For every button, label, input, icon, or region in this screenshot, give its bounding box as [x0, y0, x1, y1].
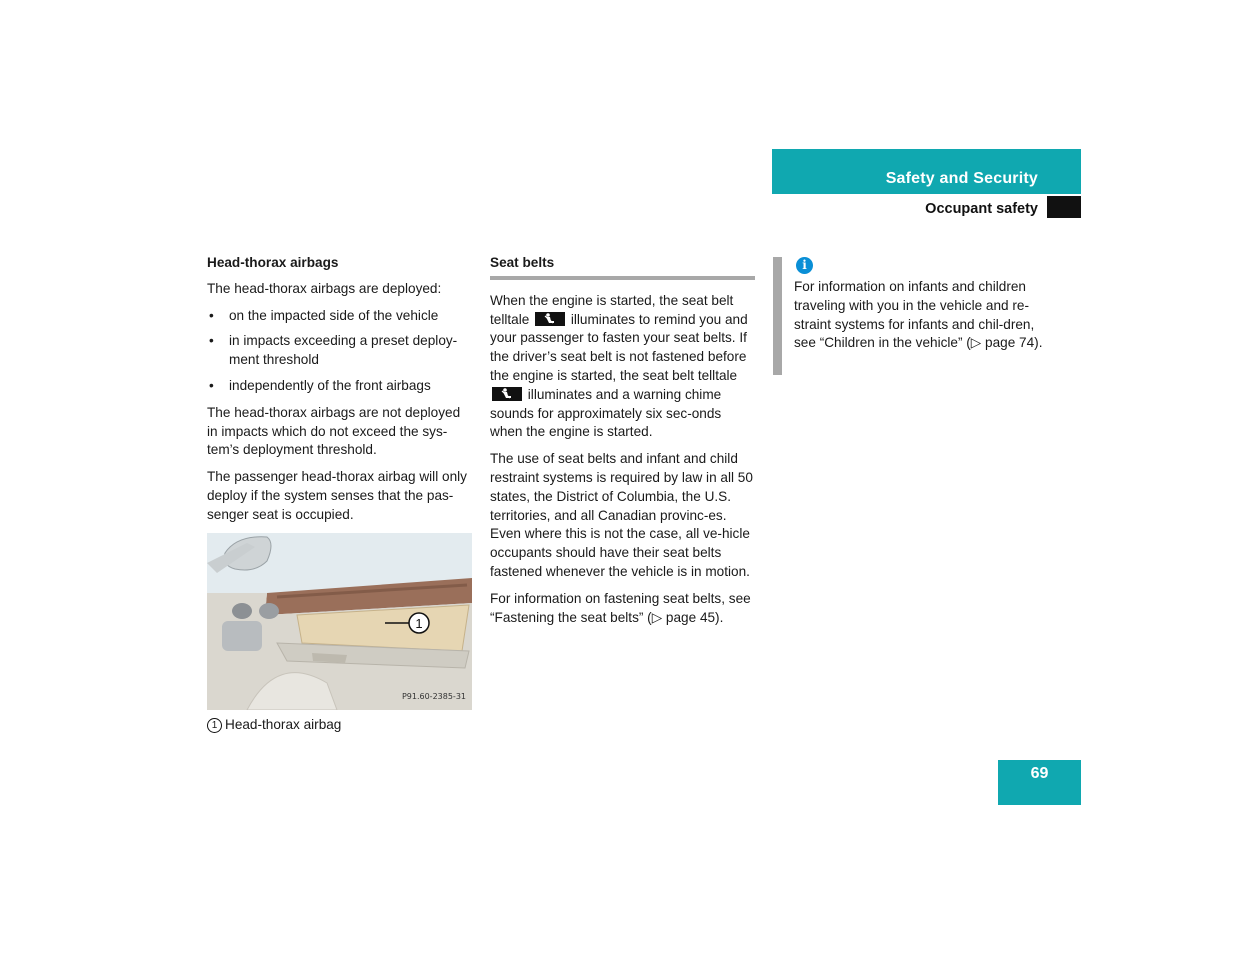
seat-belt-telltale-icon — [535, 312, 565, 326]
bullet-item: • independently of the front airbags — [207, 377, 472, 396]
caption-text: Head-thorax airbag — [225, 716, 342, 732]
photo-callout-number: 1 — [415, 615, 423, 631]
section-header-bar — [772, 149, 1081, 194]
door-panel-photo — [207, 533, 472, 710]
seat-belt-telltale-icon — [492, 387, 522, 401]
page-number: 69 — [1030, 765, 1049, 782]
subsection-marker — [1047, 196, 1081, 218]
info-note-text: For information on infants and children traveling with you in the vehicle and re-straint systems for infants and chil-dren, see “Children in the vehicle” (▷ page 74). — [794, 279, 1043, 351]
subsection-header — [772, 196, 1081, 218]
info-icon: i — [796, 257, 813, 274]
para1-part-b: illuminates to remind you and your passenger to fasten your seat belts. If the driver’s seat belt is not fastened before the engine is started, the seat belt telltale — [490, 311, 748, 383]
figure-caption — [207, 716, 472, 735]
caption-callout-number: 1 — [207, 718, 222, 733]
seat-belt-telltale-paragraph — [490, 292, 755, 442]
not-deployed-paragraph: The head-thorax airbags are not deployed in impacts which do not exceed the sys-tem’s deployment threshold. — [207, 404, 461, 458]
deployment-bullet-list — [207, 307, 472, 396]
page-number-box — [998, 760, 1081, 805]
info-note-box — [773, 257, 1057, 375]
heading-seat-belts: Seat belts — [490, 254, 755, 280]
intro-paragraph: The head-thorax airbags are deployed: — [207, 280, 442, 296]
para1-part-a: When the engine is started, the seat belt telltale — [490, 292, 734, 327]
seat-belt-law-paragraph: The use of seat belts and infant and child restraint systems is required by law in all 50 states, the District of Columbia, the U.S. territories, and all Canadian provinc-es. Even where this is not the case, all ve-hicle occupants should have their seat belts fastened whenever the vehicle is in motion. — [490, 451, 753, 579]
passenger-airbag-paragraph: The passenger head-thorax airbag will only deploy if the system senses that the pas-senger seat is occupied. — [207, 469, 467, 522]
image-code: P91.60-2385-31 — [401, 691, 466, 701]
bullet-item: • in impacts exceeding a preset deploy-ment threshold — [207, 332, 472, 370]
door-panel-illustration — [207, 533, 472, 710]
section-title: Safety and Security — [885, 170, 1038, 187]
column-head-thorax-airbags — [207, 254, 472, 734]
bullet-item: • on the impacted side of the vehicle — [207, 307, 472, 326]
para1-part-c: illuminates and a warning chime sounds for approximately six sec-onds when the engine is started. — [490, 386, 722, 440]
heading-head-thorax-airbags: Head-thorax airbags — [207, 255, 339, 270]
subsection-title: Occupant safety — [925, 201, 1038, 217]
fastening-reference-paragraph: For information on fastening seat belts, see “Fastening the seat belts” (▷ page 45). — [490, 590, 751, 625]
column-seat-belts — [490, 254, 755, 635]
